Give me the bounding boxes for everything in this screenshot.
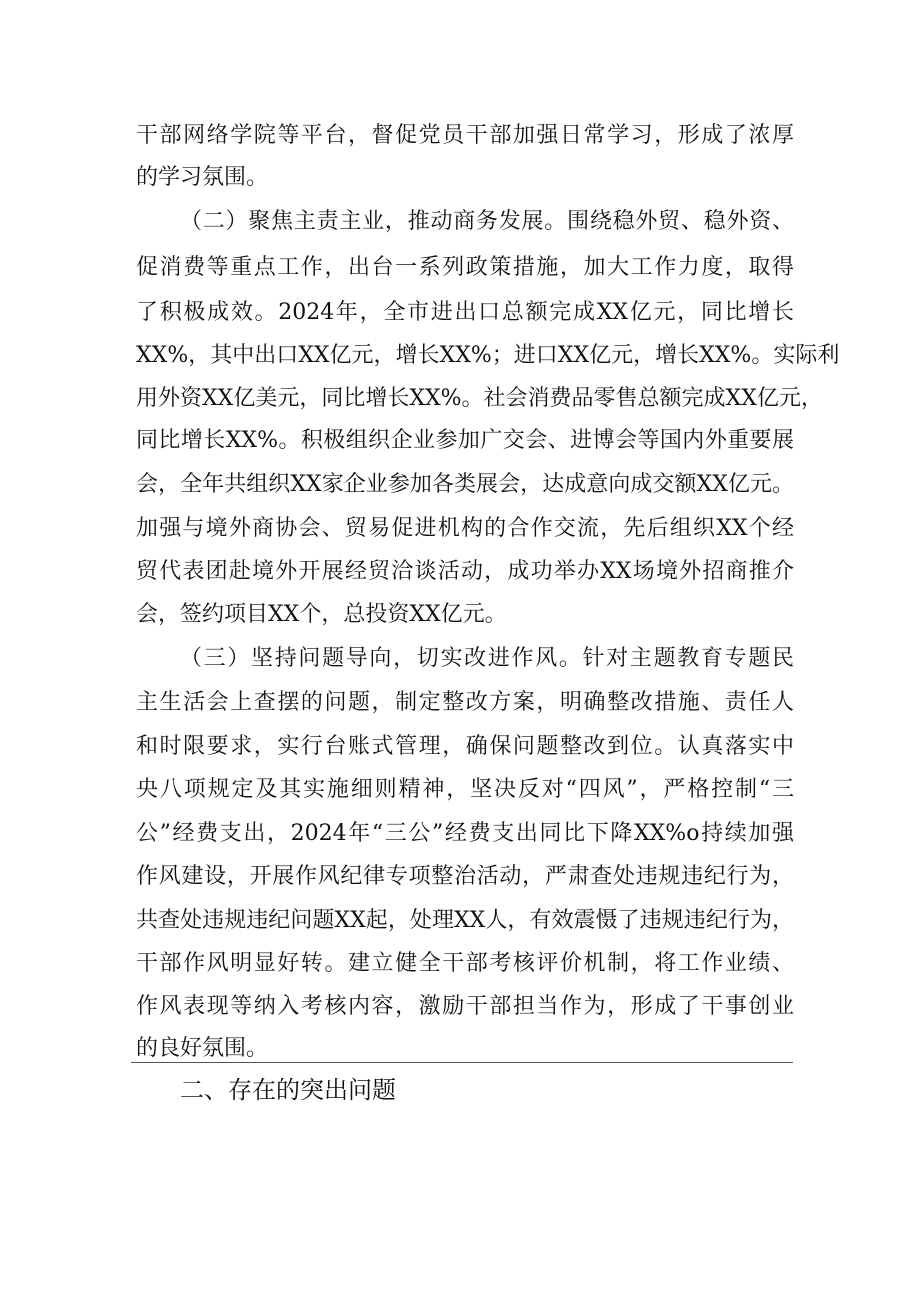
text-line: XX%，其中出口XX亿元，增长XX%；进口XX亿元，增长XX%。实际利 xyxy=(136,343,840,368)
text-line: 的学习氛围。 xyxy=(136,165,269,190)
text-line: 作风表现等纳入考核内容，激励干部担当作为，形成了干事创业 xyxy=(136,994,794,1019)
text-line: 干部作风明显好转。建立健全干部考核评价机制，将工作业绩、 xyxy=(136,951,794,976)
text-line: 用外资XX亿美元，同比增长XX%。社会消费品零售总额完成XX亿元， xyxy=(136,386,823,411)
paragraph-heading-line: （三）坚持问题导向，切实改进作风。针对主题教育专题民 xyxy=(180,646,794,671)
horizontal-divider xyxy=(131,1062,793,1063)
text-line: 会，全年共组织XX家企业参加各类展会，达成意向成交额XX亿元。 xyxy=(136,472,794,497)
text-line: 作风建设，开展作风纪律专项整治活动，严肃查处违规违纪行为， xyxy=(136,864,794,889)
text-line: 和时限要求，实行台账式管理，确保问题整改到位。认真落实中 xyxy=(136,734,794,759)
text-line: 干部网络学院等平台，督促党员干部加强日常学习，形成了浓厚 xyxy=(136,123,794,148)
text-line: 促消费等重点工作，出台一系列政策措施，加大工作力度，取得 xyxy=(136,255,794,280)
text-line: 加强与境外商协会、贸易促进机构的合作交流，先后组织XX个经 xyxy=(136,516,794,541)
paragraph-heading-line: （二）聚焦主责主业，推动商务发展。围绕稳外贸、稳外资、 xyxy=(180,209,794,234)
text-line: 公”经费支出，2024年“三公”经费支出同比下降XX%o持续加强 xyxy=(136,821,794,846)
text-line: 央八项规定及其实施细则精神，坚决反对“四风”，严格控制“三 xyxy=(136,777,794,802)
text-line: 贸代表团赴境外开展经贸洽谈活动，成功举办XX场境外招商推介 xyxy=(136,559,794,584)
text-line: 了积极成效。2024年，全市进出口总额完成XX亿元，同比增长 xyxy=(136,300,794,325)
text-line: 共查处违规违纪问题XX起，处理XX人，有效震慑了违规违纪行为， xyxy=(136,908,794,933)
section-heading: 二、存在的突出问题 xyxy=(180,1076,396,1104)
text-line: 主生活会上查摆的问题，制定整改方案，明确整改措施、责任人 xyxy=(136,690,794,715)
text-line: 同比增长XX%。积极组织企业参加广交会、进博会等国内外重要展 xyxy=(136,428,794,453)
text-line: 的良好氛围。 xyxy=(136,1036,269,1061)
text-line: 会，签约项目XX个，总投资XX亿元。 xyxy=(136,602,507,627)
